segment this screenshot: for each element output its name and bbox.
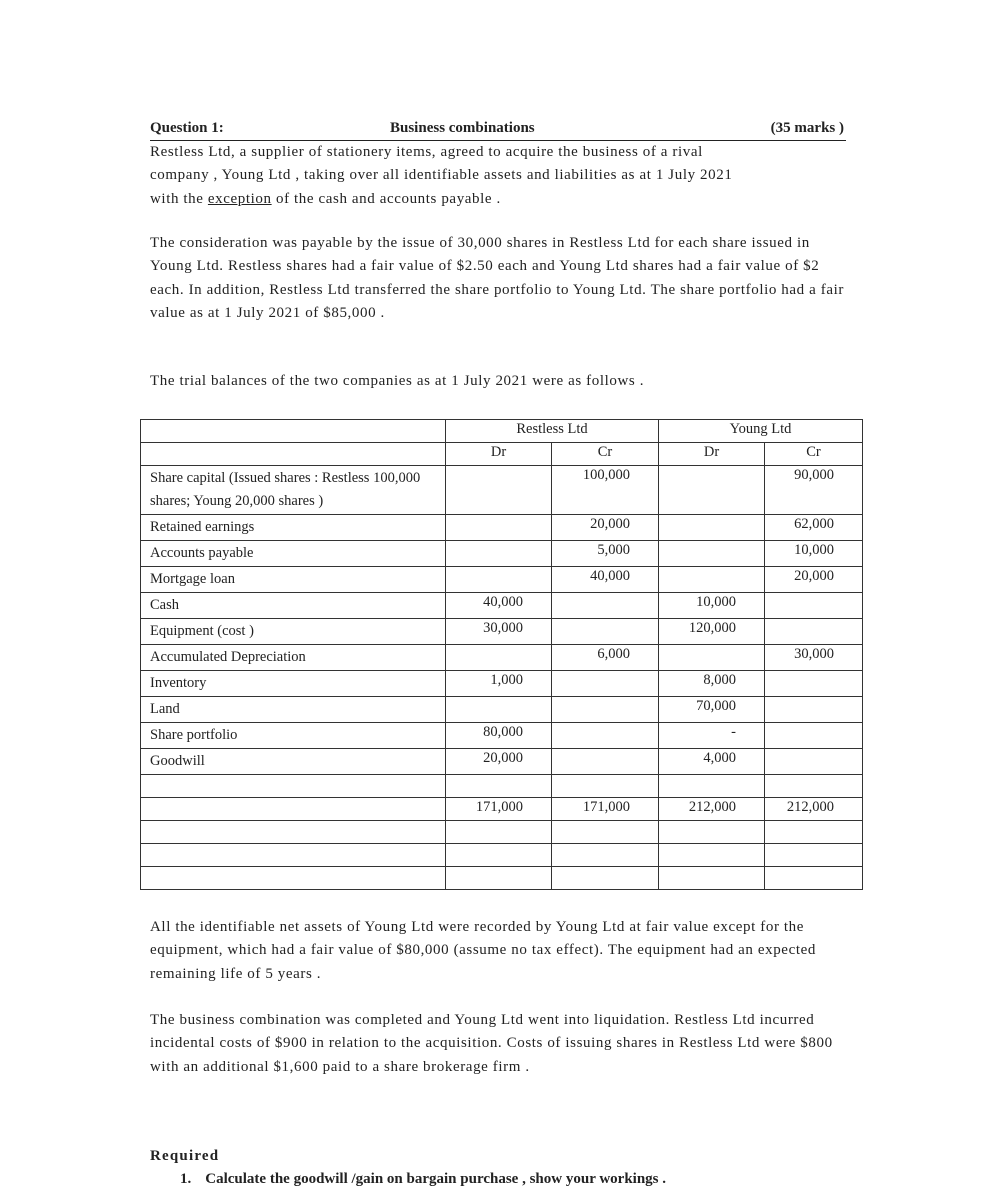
account-label: Accounts payable (141, 541, 446, 567)
restless-dr-cell: 20,000 (446, 749, 552, 775)
young-cr-cell: 30,000 (765, 645, 863, 671)
restless-dr-header: Dr (446, 443, 552, 466)
restless-dr-cell (446, 541, 552, 567)
table-row (141, 541, 863, 567)
restless-cr-cell: 20,000 (552, 515, 659, 541)
young-dr-cell (659, 844, 765, 867)
account-label: Inventory (141, 671, 446, 697)
question-number: Question 1: (150, 120, 224, 136)
subheader-blank-cell (141, 443, 446, 466)
young-dr-cell (659, 466, 765, 515)
restless-dr-cell (446, 567, 552, 593)
young-dr-cell (659, 541, 765, 567)
restless-cr-cell (552, 593, 659, 619)
fair-value-paragraph: All the identifiable net assets of Young Ltd were recorded by Young Ltd at fair value except for the equipment, which had a fair value of $80,000 (assume no tax effect). The equipment had an expected remaining life of 5 years . (150, 919, 816, 982)
table-row (141, 798, 863, 821)
young-cr-header: Cr (765, 443, 863, 466)
account-label (141, 844, 446, 867)
intro-line-3-end: of the cash and accounts payable . (271, 190, 501, 207)
table-row (141, 775, 863, 798)
young-dr-cell: 8,000 (659, 671, 765, 697)
table-row (141, 515, 863, 541)
required-heading: Required (150, 1148, 220, 1164)
young-cr-cell: 10,000 (765, 541, 863, 567)
table-row (141, 645, 863, 671)
restless-cr-cell (552, 671, 659, 697)
table-row (141, 567, 863, 593)
young-dr-cell: 10,000 (659, 593, 765, 619)
restless-cr-header: Cr (552, 443, 659, 466)
restless-cr-cell: 171,000 (552, 798, 659, 821)
table-row (141, 466, 863, 515)
intro-paragraph (150, 141, 850, 211)
restless-dr-cell (446, 821, 552, 844)
young-cr-cell (765, 775, 863, 798)
restless-cr-cell: 6,000 (552, 645, 659, 671)
header-blank-cell (141, 420, 446, 443)
restless-cr-cell (552, 619, 659, 645)
required-item (180, 1171, 666, 1188)
young-cr-cell: 212,000 (765, 798, 863, 821)
account-label: Equipment (cost ) (141, 619, 446, 645)
young-cr-cell (765, 619, 863, 645)
restless-cr-cell (552, 749, 659, 775)
table-row (141, 593, 863, 619)
restless-cr-cell (552, 775, 659, 798)
restless-dr-cell: 1,000 (446, 671, 552, 697)
restless-header: Restless Ltd (446, 420, 659, 443)
account-label: Goodwill (141, 749, 446, 775)
table-header-row (141, 420, 863, 443)
account-label (141, 821, 446, 844)
table-row (141, 844, 863, 867)
young-dr-cell: - (659, 723, 765, 749)
table-row (141, 697, 863, 723)
restless-dr-cell (446, 645, 552, 671)
required-item-number: 1. (180, 1171, 192, 1187)
question-marks: (35 marks ) (770, 120, 844, 136)
table-subheader-row (141, 443, 863, 466)
intro-line-3 (150, 188, 850, 211)
young-dr-cell (659, 867, 765, 890)
restless-dr-cell (446, 515, 552, 541)
table-row (141, 671, 863, 697)
young-cr-cell (765, 844, 863, 867)
question-header (150, 118, 846, 141)
young-dr-cell (659, 515, 765, 541)
young-cr-cell (765, 697, 863, 723)
young-dr-cell: 70,000 (659, 697, 765, 723)
restless-dr-cell: 40,000 (446, 593, 552, 619)
account-label: Land (141, 697, 446, 723)
restless-cr-cell: 40,000 (552, 567, 659, 593)
intro-line-2: company , Young Ltd , taking over all identifiable assets and liabilities as at 1 July 2021 (150, 167, 733, 184)
restless-cr-cell: 5,000 (552, 541, 659, 567)
restless-cr-cell: 100,000 (552, 466, 659, 515)
intro-line-1: Restless Ltd, a supplier of stationery items, agreed to acquire the business of a rival (150, 144, 703, 160)
table-row (141, 867, 863, 890)
account-label (141, 775, 446, 798)
young-cr-cell (765, 723, 863, 749)
table-row (141, 723, 863, 749)
young-cr-cell: 62,000 (765, 515, 863, 541)
restless-cr-cell (552, 821, 659, 844)
table-row (141, 619, 863, 645)
account-label: Cash (141, 593, 446, 619)
table-row (141, 821, 863, 844)
restless-dr-cell: 30,000 (446, 619, 552, 645)
restless-cr-cell (552, 723, 659, 749)
young-dr-cell (659, 821, 765, 844)
intro-line-3-start: with the (150, 190, 208, 207)
consideration-paragraph: The consideration was payable by the issue of 30,000 shares in Restless Ltd for each share issued in Young Ltd. Restless shares had a fair value of $2.50 each and Young Ltd shares had a fair value of $2 each. In addition, Restless Ltd transferred the share portfolio to Young Ltd. The share portfolio had a fair value as at 1 July 2021 of $85,000 . (150, 235, 844, 321)
restless-dr-cell (446, 466, 552, 515)
young-cr-cell: 20,000 (765, 567, 863, 593)
trial-balance-intro: The trial balances of the two companies as at 1 July 2021 were as follows . (150, 373, 645, 389)
restless-dr-cell (446, 844, 552, 867)
restless-dr-cell: 171,000 (446, 798, 552, 821)
young-cr-cell (765, 867, 863, 890)
restless-cr-cell (552, 697, 659, 723)
restless-dr-cell: 80,000 (446, 723, 552, 749)
completion-paragraph: The business combination was completed and Young Ltd went into liquidation. Restless Ltd incurred incidental costs of $900 in relation to the acquisition. Costs of issuing shares in Restless Ltd were $800 with an additional $1,600 paid to a share brokerage firm . (150, 1012, 833, 1075)
account-label: Share portfolio (141, 723, 446, 749)
young-dr-cell: 4,000 (659, 749, 765, 775)
restless-dr-cell (446, 775, 552, 798)
young-dr-cell: 212,000 (659, 798, 765, 821)
young-cr-cell (765, 749, 863, 775)
restless-cr-cell (552, 844, 659, 867)
young-dr-header: Dr (659, 443, 765, 466)
young-dr-cell: 120,000 (659, 619, 765, 645)
young-cr-cell: 90,000 (765, 466, 863, 515)
young-cr-cell (765, 671, 863, 697)
account-label: Accumulated Depreciation (141, 645, 446, 671)
young-dr-cell (659, 645, 765, 671)
question-topic: Business combinations (390, 120, 535, 136)
account-label (141, 798, 446, 821)
account-label: Retained earnings (141, 515, 446, 541)
restless-dr-cell (446, 697, 552, 723)
required-item-text: Calculate the goodwill /gain on bargain purchase , show your workings . (205, 1171, 667, 1187)
young-dr-cell (659, 567, 765, 593)
young-cr-cell (765, 593, 863, 619)
account-label: Mortgage loan (141, 567, 446, 593)
restless-cr-cell (552, 867, 659, 890)
young-dr-cell (659, 775, 765, 798)
young-cr-cell (765, 821, 863, 844)
young-header: Young Ltd (659, 420, 863, 443)
trial-balance-table (140, 419, 863, 890)
account-label: Share capital (Issued shares : Restless 100,000 shares; Young 20,000 shares ) (141, 466, 446, 515)
restless-dr-cell (446, 867, 552, 890)
table-row (141, 749, 863, 775)
account-label (141, 867, 446, 890)
underlined-word: exception (207, 190, 272, 207)
